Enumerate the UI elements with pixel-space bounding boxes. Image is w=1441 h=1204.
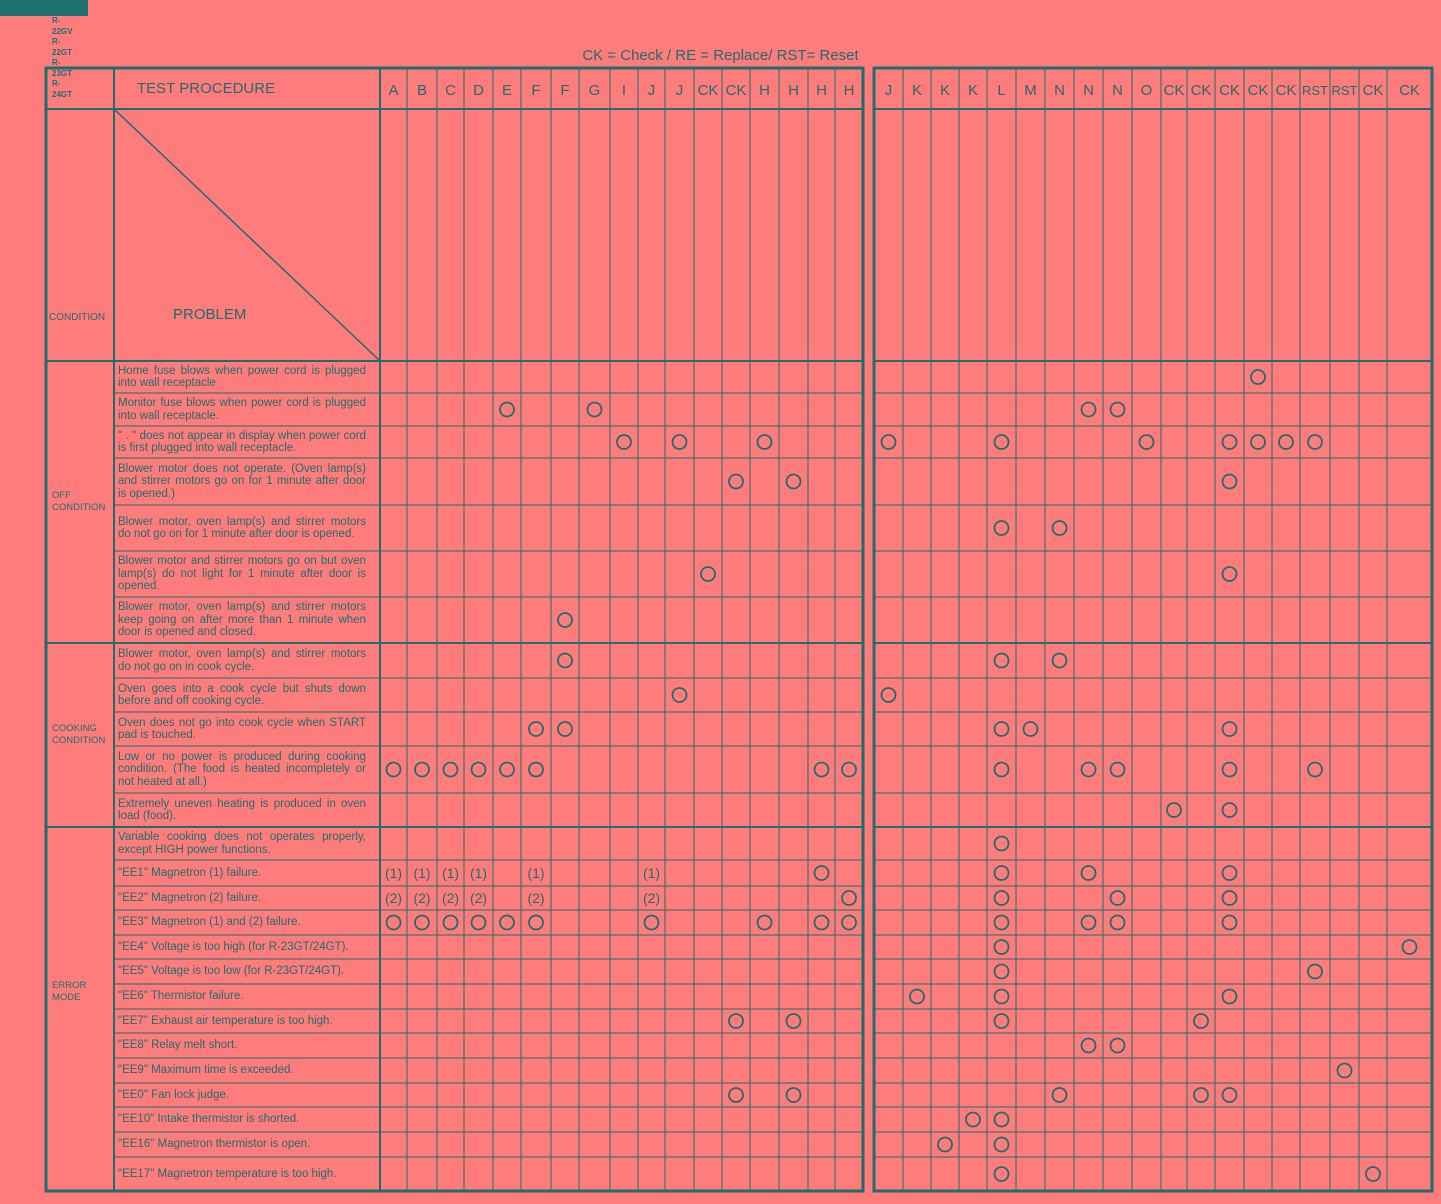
check-circle — [995, 654, 1009, 668]
column-header: B — [416, 82, 428, 99]
check-circle — [673, 688, 687, 702]
problem-text: Variable cooking does not operates properly, except HIGH power functions. — [118, 831, 366, 856]
check-circle — [995, 1138, 1009, 1152]
check-circle — [529, 916, 543, 930]
column-header: H — [788, 82, 799, 99]
problem-cell — [118, 505, 366, 551]
check-circle — [995, 1167, 1009, 1181]
legend-text: CK = Check / RE = Replace/ RST= Reset — [582, 47, 859, 64]
condition-group-label: COOKING CONDITION — [52, 723, 106, 746]
problem-cell — [118, 1033, 366, 1058]
problem-text: "EE5" Voltage is too low (for R-23GT/24GT). — [118, 965, 345, 978]
column-header: CK — [725, 82, 747, 99]
problem-text: Low or no power is produced during cooking condition. (The food is heated incompletely or not heated at all.) — [118, 750, 366, 788]
check-circle — [966, 1113, 980, 1127]
column-header: I — [621, 82, 627, 99]
mark-label: (1) — [413, 865, 431, 881]
problem-cell — [118, 793, 366, 827]
check-circle — [787, 1088, 801, 1102]
column-header: CK — [1163, 82, 1185, 99]
column-header: CK — [1362, 82, 1384, 99]
check-circle — [1194, 1014, 1208, 1028]
check-circle — [1194, 1088, 1208, 1102]
problem-cell — [118, 678, 366, 712]
check-circle — [1223, 567, 1237, 581]
column-header: RST — [1331, 83, 1358, 98]
problem-text: " . " does not appear in display when power cord is first plugged into wall receptacle. — [118, 429, 366, 454]
problem-cell — [118, 393, 366, 426]
check-circle — [1053, 1088, 1067, 1102]
column-header: A — [388, 82, 399, 99]
check-circle — [995, 837, 1009, 851]
check-circle — [1308, 763, 1322, 777]
check-circle — [1223, 722, 1237, 736]
check-circle — [387, 916, 401, 930]
mark-label: (1) — [642, 865, 661, 881]
check-circle — [472, 916, 486, 930]
check-circle — [1053, 521, 1067, 535]
problem-cell — [118, 1083, 366, 1107]
check-circle — [729, 1014, 743, 1028]
problem-header: PROBLEM — [173, 306, 247, 323]
mark-label: (2) — [441, 890, 460, 906]
check-circle — [645, 916, 659, 930]
problem-text: "EE17" Magnetron temperature is too high. — [118, 1167, 337, 1180]
check-circle — [1279, 435, 1293, 449]
problem-text: Monitor fuse blows when power cord is plugged into wall receptacle. — [118, 397, 366, 422]
check-circle — [1223, 990, 1237, 1004]
check-circle — [995, 916, 1009, 930]
problem-text: "EE9" Maximum time is exceeded. — [118, 1064, 294, 1077]
check-circle — [500, 916, 514, 930]
check-circle — [673, 435, 687, 449]
column-header: E — [501, 82, 513, 99]
column-header: N — [1083, 82, 1094, 99]
column-header: F — [531, 82, 541, 99]
problem-text: Oven does not go into cook cycle when START pad is touched. — [118, 716, 366, 741]
column-header: CK — [697, 82, 719, 99]
problem-cell — [118, 1058, 366, 1083]
check-circle — [444, 916, 458, 930]
check-circle — [995, 521, 1009, 535]
problem-text: "EE8" Relay melt short. — [118, 1039, 238, 1052]
column-header: L — [997, 82, 1006, 99]
problem-text: "EE3" Magnetron (1) and (2) failure. — [118, 916, 301, 929]
problem-cell — [118, 886, 366, 910]
check-circle — [1223, 803, 1237, 817]
check-circle — [995, 965, 1009, 979]
mark-label: (1) — [469, 865, 488, 881]
check-circle — [1024, 722, 1038, 736]
problem-cell — [118, 827, 366, 860]
column-header: CK — [1275, 82, 1297, 99]
column-header: RST — [1302, 83, 1328, 98]
check-circle — [995, 1113, 1009, 1127]
check-circle — [995, 763, 1009, 777]
check-circle — [995, 990, 1009, 1004]
problem-cell — [118, 746, 366, 793]
check-circle — [842, 891, 856, 905]
check-circle — [1111, 403, 1125, 417]
problem-cell — [118, 597, 366, 643]
check-circle — [1223, 866, 1237, 880]
column-header: N — [1112, 82, 1123, 99]
check-circle — [995, 722, 1009, 736]
mark-label: (1) — [527, 865, 545, 881]
check-circle — [938, 1138, 952, 1152]
column-header: CK — [1399, 82, 1420, 99]
check-circle — [995, 940, 1009, 954]
problem-text: "EE4" Voltage is too high (for R-23GT/24GT). — [118, 940, 349, 953]
problem-cell — [118, 643, 366, 678]
check-circle — [1223, 475, 1237, 489]
condition-group-label: ERROR MODE — [52, 980, 87, 1003]
check-circle — [1223, 1088, 1237, 1102]
check-circle — [758, 435, 772, 449]
check-circle — [995, 891, 1009, 905]
problem-cell — [118, 910, 366, 935]
check-circle — [815, 916, 829, 930]
column-header: K — [967, 82, 979, 99]
check-circle — [1403, 940, 1417, 954]
problem-cell — [118, 959, 366, 984]
model-number: R-24GT — [52, 79, 73, 99]
model-number: R-23GT — [52, 58, 73, 78]
check-circle — [1140, 435, 1154, 449]
problem-cell — [118, 1132, 366, 1157]
check-circle — [787, 475, 801, 489]
check-circle — [444, 763, 458, 777]
check-circle — [1082, 866, 1096, 880]
problem-text: "EE7" Exhaust air temperature is too high. — [118, 1014, 333, 1027]
mark-label: (2) — [469, 890, 488, 906]
column-header: K — [939, 82, 951, 99]
model-number: R-22GV — [52, 16, 73, 36]
mark-label: (1) — [384, 865, 403, 881]
problem-cell — [118, 1009, 366, 1033]
column-header: K — [911, 82, 923, 99]
right-table-border — [874, 68, 1432, 1191]
check-circle — [1223, 763, 1237, 777]
check-circle — [701, 567, 715, 581]
check-circle — [1082, 1039, 1096, 1053]
check-circle — [1223, 891, 1237, 905]
problem-text: "EE16" Magnetron thermistor is open. — [118, 1138, 311, 1151]
mark-label: (2) — [642, 890, 661, 906]
problem-cell — [118, 361, 366, 393]
check-circle — [1223, 916, 1237, 930]
diagonal-divider — [114, 109, 380, 361]
mark-label: (2) — [384, 890, 403, 906]
problem-text: Blower motor, oven lamp(s) and stirrer motors do not go on for 1 minute after door is opened. — [118, 515, 366, 540]
condition-group-label: OFF CONDITION — [52, 490, 106, 513]
column-header: H — [759, 82, 770, 99]
mark-label: (1) — [441, 865, 460, 881]
check-circle — [617, 435, 631, 449]
column-header: C — [445, 82, 456, 99]
column-header: N — [1054, 82, 1065, 99]
check-circle — [882, 688, 896, 702]
check-circle — [1251, 370, 1265, 384]
problem-text: Blower motor does not operate. (Oven lamp(s) and stirrer motors go on for 1 minute after door is opened.) — [118, 462, 366, 500]
check-circle — [1366, 1167, 1380, 1181]
check-circle — [1308, 965, 1322, 979]
check-circle — [882, 435, 896, 449]
model-number: R-22GT — [52, 37, 73, 57]
column-header: G — [588, 82, 601, 99]
check-circle — [1308, 435, 1322, 449]
problem-cell — [118, 984, 366, 1009]
condition-header: CONDITION — [49, 312, 106, 323]
check-circle — [842, 916, 856, 930]
check-circle — [500, 763, 514, 777]
column-header: J — [647, 82, 656, 99]
column-header: F — [560, 82, 570, 99]
check-circle — [729, 1088, 743, 1102]
check-circle — [995, 1014, 1009, 1028]
check-circle — [588, 403, 602, 417]
column-header: J — [675, 82, 684, 99]
check-circle — [415, 763, 429, 777]
column-header: D — [473, 82, 484, 99]
problem-cell — [118, 712, 366, 746]
check-circle — [529, 763, 543, 777]
check-circle — [842, 763, 856, 777]
check-circle — [815, 763, 829, 777]
check-circle — [1223, 435, 1237, 449]
check-circle — [558, 722, 572, 736]
check-circle — [1338, 1064, 1352, 1078]
check-circle — [758, 916, 772, 930]
problem-cell — [118, 935, 366, 959]
check-circle — [1111, 1039, 1125, 1053]
problem-text: Extremely uneven heating is produced in oven load (food). — [118, 797, 366, 822]
check-circle — [1111, 891, 1125, 905]
check-circle — [415, 916, 429, 930]
problem-text: Blower motor, oven lamp(s) and stirrer motors keep going on after more than 1 minute when door is opened and closed. — [118, 601, 366, 639]
check-circle — [1111, 916, 1125, 930]
problem-text: Blower motor, oven lamp(s) and stirrer motors do not go on in cook cycle. — [118, 648, 366, 673]
problem-cell — [118, 860, 366, 886]
check-circle — [815, 866, 829, 880]
column-header: O — [1140, 82, 1153, 99]
problem-cell — [118, 551, 366, 597]
mark-label: (2) — [413, 890, 431, 906]
column-header: J — [884, 82, 893, 99]
problem-text: "EE0" Fan lock judge. — [118, 1088, 230, 1101]
problem-cell — [118, 1157, 366, 1191]
check-circle — [558, 654, 572, 668]
column-header: CK — [1247, 82, 1269, 99]
check-circle — [500, 403, 514, 417]
column-header: CK — [1219, 82, 1240, 99]
check-circle — [1111, 763, 1125, 777]
problem-text: Home fuse blows when power cord is plugged into wall receptacle — [118, 364, 366, 389]
check-circle — [1167, 803, 1181, 817]
column-header: CK — [1190, 82, 1212, 99]
problem-text: "EE2" Magnetron (2) failure. — [118, 891, 262, 904]
problem-cell — [118, 426, 366, 458]
check-circle — [387, 763, 401, 777]
check-circle — [910, 990, 924, 1004]
problem-text: Blower motor and stirrer motors go on but oven lamp(s) do not light for 1 minute after door is opened. — [118, 555, 366, 593]
column-header: M — [1024, 82, 1037, 99]
check-circle — [1082, 916, 1096, 930]
check-circle — [787, 1014, 801, 1028]
column-header: H — [843, 82, 855, 99]
test-procedure-header: TEST PROCEDURE — [137, 80, 276, 97]
mark-label: (2) — [527, 890, 545, 906]
check-circle — [472, 763, 486, 777]
check-circle — [1082, 403, 1096, 417]
check-circle — [529, 722, 543, 736]
problem-text: "EE6" Thermistor failure. — [118, 990, 244, 1003]
check-circle — [995, 435, 1009, 449]
problem-text: "EE10" Intake thermistor is shorted. — [118, 1113, 300, 1126]
problem-text: Oven goes into a cook cycle but shuts down before and off cooking cycle. — [118, 682, 366, 707]
check-circle — [995, 866, 1009, 880]
check-circle — [729, 475, 743, 489]
check-circle — [1251, 435, 1265, 449]
problem-cell — [118, 458, 366, 505]
problem-text: "EE1" Magnetron (1) failure. — [118, 866, 262, 879]
check-circle — [1082, 763, 1096, 777]
column-header: H — [816, 82, 827, 99]
check-circle — [558, 613, 572, 627]
problem-cell — [118, 1107, 366, 1132]
check-circle — [1053, 654, 1067, 668]
